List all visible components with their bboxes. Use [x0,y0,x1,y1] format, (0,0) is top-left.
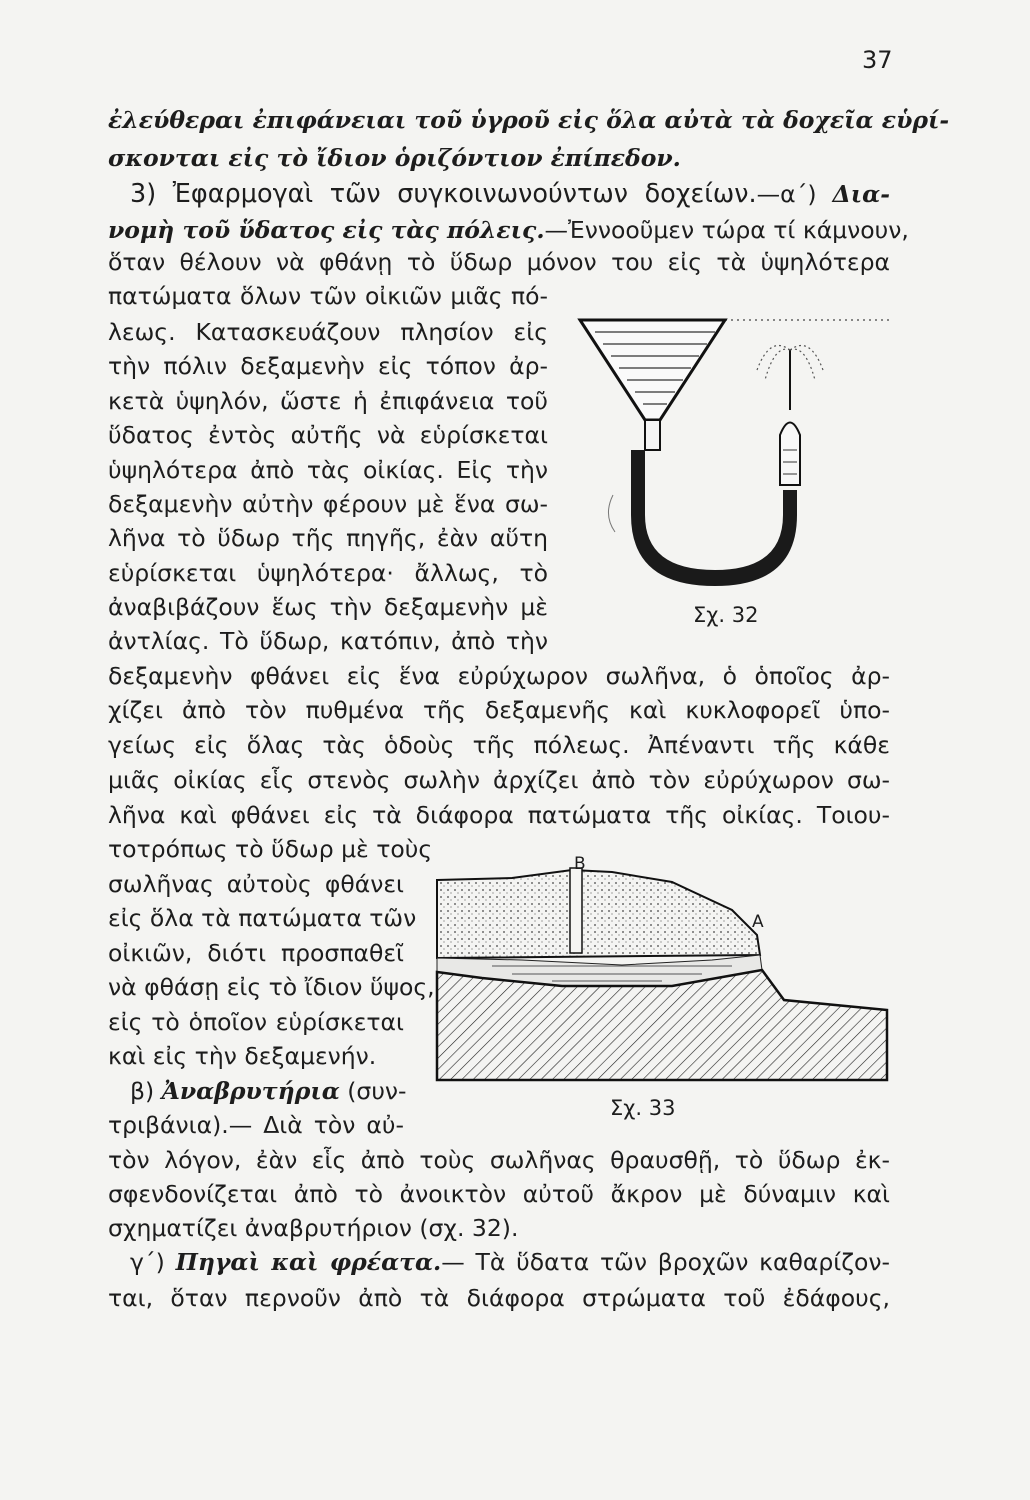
figure-33-label-b: Β [574,854,586,874]
text-line: σκονται εἰς τὸ ἴδιον ὁριζόντιον ἐπίπεδον. [108,144,681,172]
text-line: ὅταν θέλουν νὰ φθάνῃ τὸ ὕδωρ μόνον του εἰς τὰ ὑψηλότερα [108,248,890,276]
text-line: εἰς τὸ ὁποῖον εὑρίσκεται [108,1008,404,1036]
page-number: 37 [862,46,893,74]
subsection-dash: —α΄) [756,180,833,208]
text-line: ὑψηλότερα ἀπὸ τὰς οἰκίας. Εἰς τὴν [108,456,548,484]
text-line: σχηματίζει ἀναβρυτήριον (σχ. 32). [108,1214,519,1242]
text-line: εὑρίσκεται ὑψηλότερα· ἄλλως, τὸ [108,559,548,587]
figure-33-aquifer-diagram [432,860,892,1085]
text-line: ὕδατος ἐντὸς αὐτῆς νὰ εὑρίσκεται [108,421,548,449]
text-line: οἰκιῶν, διότι προσπαθεῖ [108,939,404,967]
text-line: σωλῆνας αὐτοὺς φθάνει [108,870,404,898]
figure-32-caption: Σχ. 32 [693,603,759,627]
text-line: ἀντλίας. Τὸ ὕδωρ, κατόπιν, ἀπὸ τὴν [108,627,548,655]
text-line: μιᾶς οἰκίας εἷς στενὸς σωλὴν ἀρχίζει ἀπὸ τὸν εὐρύχωρον σω- [108,766,890,794]
text-line: ἐλεύθεραι ἐπιφάνειαι τοῦ ὑγροῦ εἰς ὅλα αὐτὰ τὰ δοχεῖα εὑρί- [108,106,950,134]
text-line: δεξαμενὴν αὐτὴν φέρουν μὲ ἕνα σω- [108,490,548,518]
text-line: ται, ὅταν περνοῦν ἀπὸ τὰ διάφορα στρώματα τοῦ ἐδάφους, [108,1284,890,1312]
text-line: καὶ εἰς τὴν δεξαμενήν. [108,1042,377,1070]
text-line: νὰ φθάσῃ εἰς τὸ ἴδιον ὕψος, [108,973,435,1001]
text-line: νομὴ τοῦ ὕδατος εἰς τὰς πόλεις.—Ἐννοοῦμεν τώρα τί κάμνουν, [108,216,909,244]
section-heading: 3) Ἐφαρμογαὶ τῶν συγκοινωνούντων δοχείων. [130,179,757,209]
text-line: τὸν λόγον, ἐὰν εἷς ἀπὸ τοὺς σωλῆνας θραυσθῇ, τὸ ὕδωρ ἐκ- [108,1146,890,1174]
text-line: εἰς ὅλα τὰ πατώματα τῶν [108,904,417,932]
subsection-title: Δια- [832,180,890,208]
text-line: σφενδονίζεται ἀπὸ τὸ ἀνοικτὸν αὐτοῦ ἄκρον μὲ δύναμιν καὶ [108,1180,890,1208]
subsection-title-cont: νομὴ τοῦ ὕδατος εἰς τὰς πόλεις. [108,216,545,244]
text-line: τριβάνια).— Διὰ τὸν αὐ- [108,1111,404,1139]
text-line: πατώματα ὅλων τῶν οἰκιῶν μιᾶς πό- [108,282,548,310]
text-line: ἀναβιβάζουν ἕως τὴν δεξαμενὴν μὲ [108,593,548,621]
text-line: τοτρόπως τὸ ὕδωρ μὲ τοὺς [108,835,433,863]
text-line: γείως εἰς ὅλας τὰς ὁδοὺς τῆς πόλεως. Ἀπέναντι τῆς κάθε [108,731,890,759]
text-line: γ΄) Πηγαὶ καὶ φρέατα.— Τὰ ὕδατα τῶν βροχῶν καθαρίζον- [130,1248,891,1276]
figure-33-label-a: Α [752,912,764,932]
text-line: β) Ἀναβρυτήρια (συν- [130,1077,407,1105]
text-line: λεως. Κατασκευάζουν πλησίον εἰς [108,318,548,346]
section-heading-line [130,178,890,210]
text-line: τὴν πόλιν δεξαμενὴν εἰς τόπον ἀρ- [108,352,548,380]
text-line: λῆνα καὶ φθάνει εἰς τὰ διάφορα πατώματα τῆς οἰκίας. Τοιου- [108,801,890,829]
text-line: κετὰ ὑψηλόν, ὥστε ἡ ἐπιφάνεια τοῦ [108,387,548,415]
figure-32-fountain-diagram [575,300,895,600]
text-line: χίζει ἀπὸ τὸν πυθμένα τῆς δεξαμενῆς καὶ κυκλοφορεῖ ὑπο- [108,696,890,724]
figure-33-caption: Σχ. 33 [610,1096,676,1120]
text-line: λῆνα τὸ ὕδωρ τῆς πηγῆς, ἐὰν αὕτη [108,524,548,552]
text-line: δεξαμενὴν φθάνει εἰς ἕνα εὐρύχωρον σωλῆνα, ὁ ὁποῖος ἀρ- [108,662,890,690]
subsection-title: Ἀναβρυτήρια [161,1077,340,1105]
subsection-title: Πηγαὶ καὶ φρέατα. [175,1248,442,1276]
